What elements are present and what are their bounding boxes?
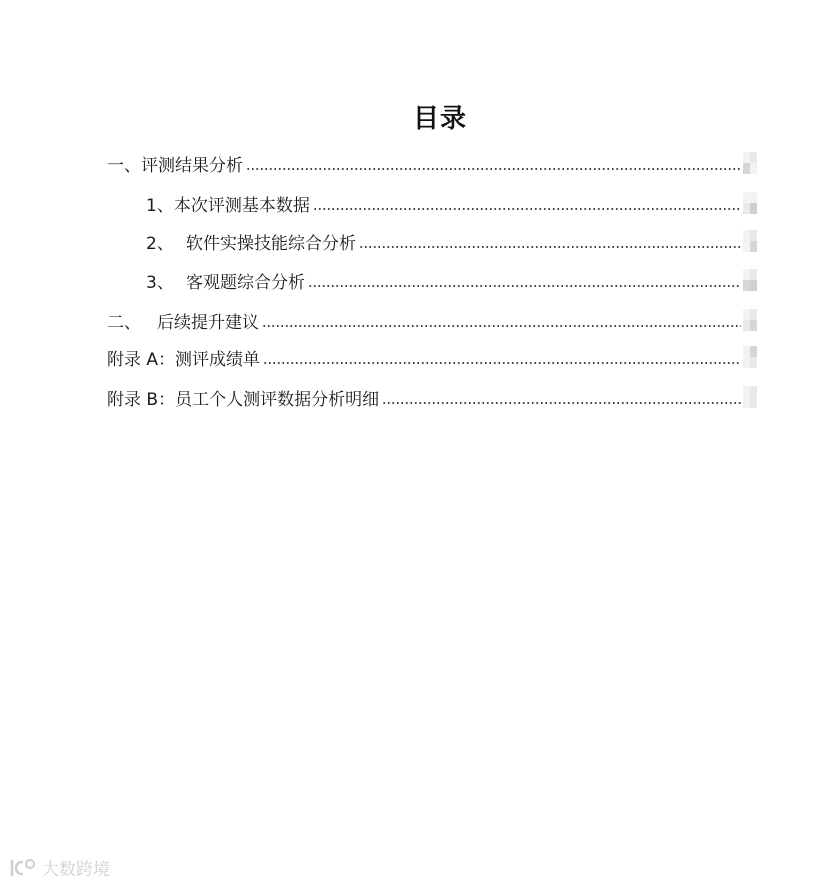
toc-entry-5[interactable] — [107, 308, 757, 332]
toc-title: 目录 — [412, 104, 467, 134]
toc-leader-dots — [246, 168, 741, 170]
toc-entry-label: 3、 客观题综合分析 — [146, 272, 305, 293]
toc-entry-6[interactable] — [107, 345, 757, 369]
toc-entry-label: 2、 软件实操技能综合分析 — [146, 233, 356, 254]
toc-entry-label: 一、评测结果分析 — [107, 155, 243, 176]
toc-entry-label: 附录 B：员工个人测评数据分析明细 — [107, 389, 380, 410]
toc-entry-1[interactable] — [107, 151, 757, 175]
toc-page-number-blurred — [743, 269, 757, 291]
toc-page-number-blurred — [743, 346, 757, 368]
toc-entry-7[interactable] — [107, 385, 757, 409]
toc-entry-2[interactable] — [146, 191, 757, 215]
toc-entry-4[interactable] — [146, 268, 757, 292]
toc-leader-dots — [313, 208, 741, 210]
toc-entry-3[interactable] — [146, 229, 757, 253]
toc-entry-label: 附录 A：测评成绩单 — [107, 349, 261, 370]
brand-logo-icon — [8, 857, 38, 879]
toc-entry-label: 1、本次评测基本数据 — [146, 195, 310, 216]
toc-leader-dots — [382, 402, 741, 404]
toc-entry-label: 二、 后续提升建议 — [107, 312, 259, 333]
toc-page-number-blurred — [743, 152, 757, 174]
toc-leader-dots — [359, 246, 741, 248]
toc-page-number-blurred — [743, 192, 757, 214]
toc-page-number-blurred — [743, 230, 757, 252]
watermark — [8, 855, 110, 880]
toc-page-number-blurred — [743, 386, 757, 408]
toc-leader-dots — [262, 325, 741, 327]
toc-leader-dots — [263, 362, 741, 364]
toc-page-number-blurred — [743, 309, 757, 331]
toc-leader-dots — [308, 285, 741, 287]
watermark-text: 大数跨境 — [42, 860, 110, 880]
